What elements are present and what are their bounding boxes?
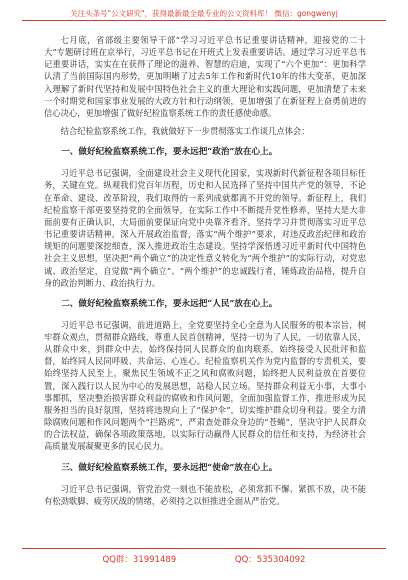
qq-group-label: QQ群：31991489	[102, 555, 177, 565]
contact-footer	[0, 553, 408, 565]
promo-header: 关注头条号"公文研究"，获得最新最全最专业的公文资料库！ 微信：gongwenyj	[70, 9, 338, 18]
section-3-heading: 三、做好纪检监察系统工作，要永远把“使命”放在心上。	[61, 462, 278, 473]
section-1-paragraph: 习近平总书记强调，全面建设社会主义现代化国家，实现新时代新征程各项目标任务，关键在党。纵观我们党百年历程，历史和人民选择了坚持中国共产党的领导，不论在革命、建设、改革阶段，我们取得的一系列成就都离不开党的领导。新征程上，我们纪检监察干部更要坚持党的全面领导，在实际工作中不断提升党性修养，坚持大是大非面前要有正确认识，大局面前要保证向党中央靠齐看齐。坚持学习并贯彻落实习近平总书记重要讲话精神，深入开展政治监督，落实“两个维护”要求，对违反政治纪律和政治规矩的问题要深挖细查，深入推进政治生态建设。坚持学深悟透习近平新时代中国特色社会主义思想，坚决把“两个确立”的决定性意义转化为“两个维护”的实际行动，对党忠诚、政治坚定，自觉做“两个确立”、“两个维护”的忠诚践行者，锤炼政治品格，提升自身的政治判断力、政治执行力。	[44, 168, 366, 288]
intro-paragraph: 七月底，省部级主要领导干部“学习习近平总书记重要讲话精神，迎接党的二十大”专题研讨班在京举行，习近平总书记在开班式上发表重要讲话。通过学习习近平总书记重要讲话，实实在在获得了理论的滋养、智慧的启迪，实现了“六个更加”：更加科学认清了当前国际国内形势，更加明晰了过去5年工作和新时代10年的伟大变革，更加深入理解了新时代坚持和发展中国特色社会主义的重大理论和实践问题，更加清楚了未来一个时期党和国家事业发展的大政方针和行动纲领，更加增强了在新征程上奋勇前进的信心决心，更加增强了做好纪检监察系统工作的责任感使命感。	[44, 35, 366, 118]
footer-divider	[22, 548, 386, 549]
qq-contact-label: QQ：535304092	[234, 555, 306, 565]
section-1-heading: 一、做好纪检监察系统工作，要永远把“政治”放在心上。	[61, 147, 278, 158]
document-body	[44, 34, 366, 542]
section-3-paragraph: 习近平总书记强调，管党治党一刻也不能放松，必须常抓不懈、紧抓不放，决不能有松劲歇脚、疲劳厌战的情绪，必须持之以恒推进全面从严治党。	[44, 483, 366, 506]
header-divider	[22, 20, 386, 21]
section-2-paragraph: 习近平总书记强调，前进道路上，全党要坚持全心全意为人民服务的根本宗旨，树牢群众观点，贯彻群众路线，尊重人民首创精神，坚持一切为了人民，一切依靠人民，从群众中来，到群众中去，始终保持同人民群众的血肉联系，始终接受人民批评和监督，始终同人民同呼吸、共命运、心连心。纪检监察机关作为党内监督的专责机关，要始终坚持人民至上，聚焦民生领域不正之风和腐败问题，始终把人民利益放在首要位置，深入践行以人民为中心的发展思想，站稳人民立场。坚持群众利益无小事，大事小事都抓，坚决整治损害群众利益的腐败和作风问题，全面加强监督工作，推进形成为民服务担当的良好氛围，坚持将违规向上了“保护伞”，切实维护群众切身利益。要全力清除腐败问题和作风问题两个“拦路虎”，严肃查处群众身边的“苍蝇”，坚决守护人民群众的合法权益，确保各项政策落地，以实际行动赢得人民群众的信任和支持，为经济社会高质量发展凝聚更多的民心民力。	[44, 319, 366, 452]
transition-paragraph: 结合纪检监察系统工作，我就做好下一步贯彻落实工作谈几点体会：	[60, 126, 310, 137]
section-2-heading: 二、做好纪检监察系统工作，要永远把“人民”放在心上。	[61, 298, 278, 309]
